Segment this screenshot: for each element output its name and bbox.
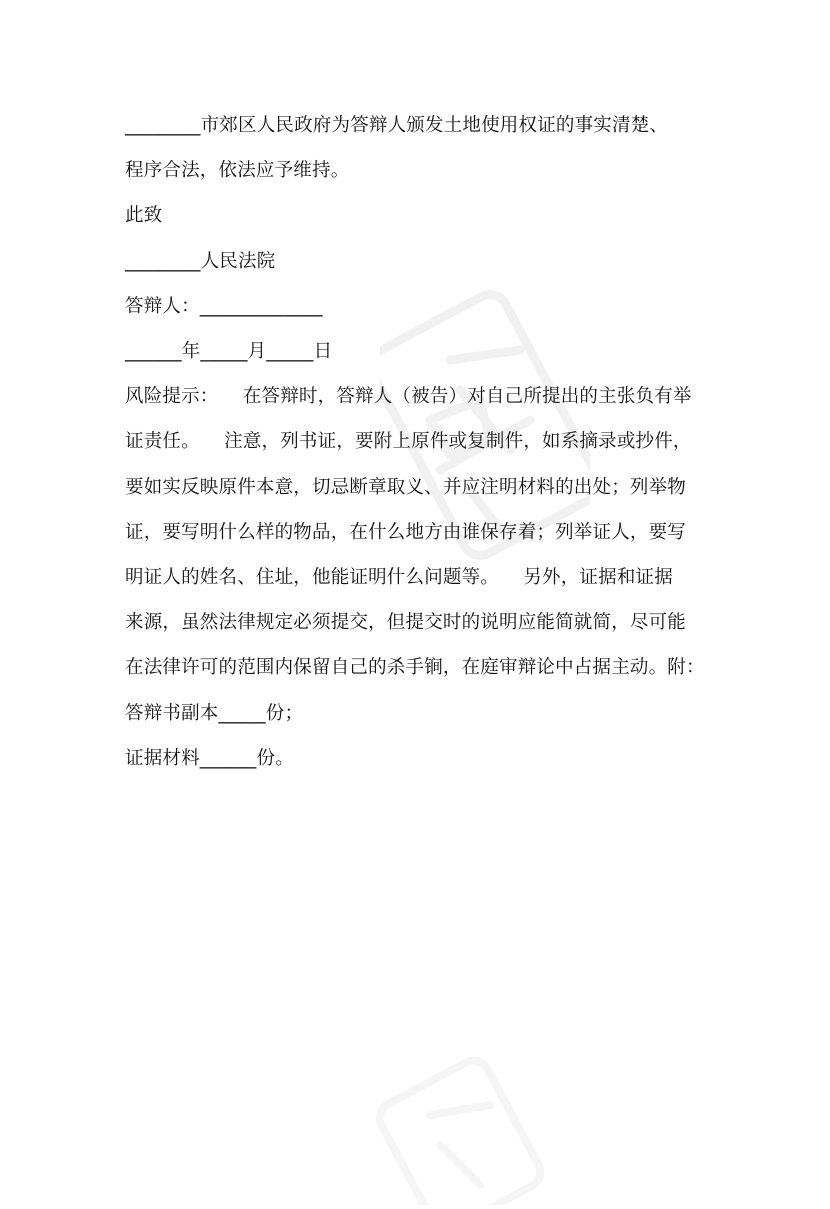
text-line: 答辩书副本_____份； — [125, 702, 304, 724]
text-line: ______年_____月_____日 — [125, 341, 333, 363]
text-line: 来源，虽然法律规定必须提交，但提交时的说明应能简就简，尽可能 — [125, 612, 687, 634]
text-line: 证据材料______份。 — [125, 747, 294, 769]
text-line: 在法律许可的范围内保留自己的杀手锏，在庭审辩论中占据主动。附： — [125, 657, 705, 679]
text-line: 证，要写明什么样的物品，在什么地方由谁保存着；列举证人，要写 — [125, 521, 687, 543]
text-line: 程序合法，依法应予维持。 — [125, 160, 350, 182]
text-line: 答辩人：_____________ — [125, 295, 323, 317]
text-line: 此致 — [125, 205, 163, 227]
watermark-logo-bottom — [370, 1055, 550, 1205]
text-line: 证责任。 注意，列书证，要附上原件或复制件，如系摘录或抄件， — [125, 431, 692, 453]
text-line: ________人民法院 — [125, 250, 276, 272]
document-body — [125, 103, 725, 781]
text-line: 要如实反映原件本意，切忌断章取义、并应注明材料的出处；列举物 — [125, 476, 687, 498]
text-line: ________市郊区人民政府为答辩人颁发土地使用权证的事实清楚、 — [125, 115, 669, 136]
text-line: 风险提示： 在答辩时，答辩人（被告）对自己所提出的主张负有举 — [125, 386, 692, 408]
text-line: 明证人的姓名、住址，他能证明什么问题等。 另外，证据和证据 — [125, 567, 673, 589]
